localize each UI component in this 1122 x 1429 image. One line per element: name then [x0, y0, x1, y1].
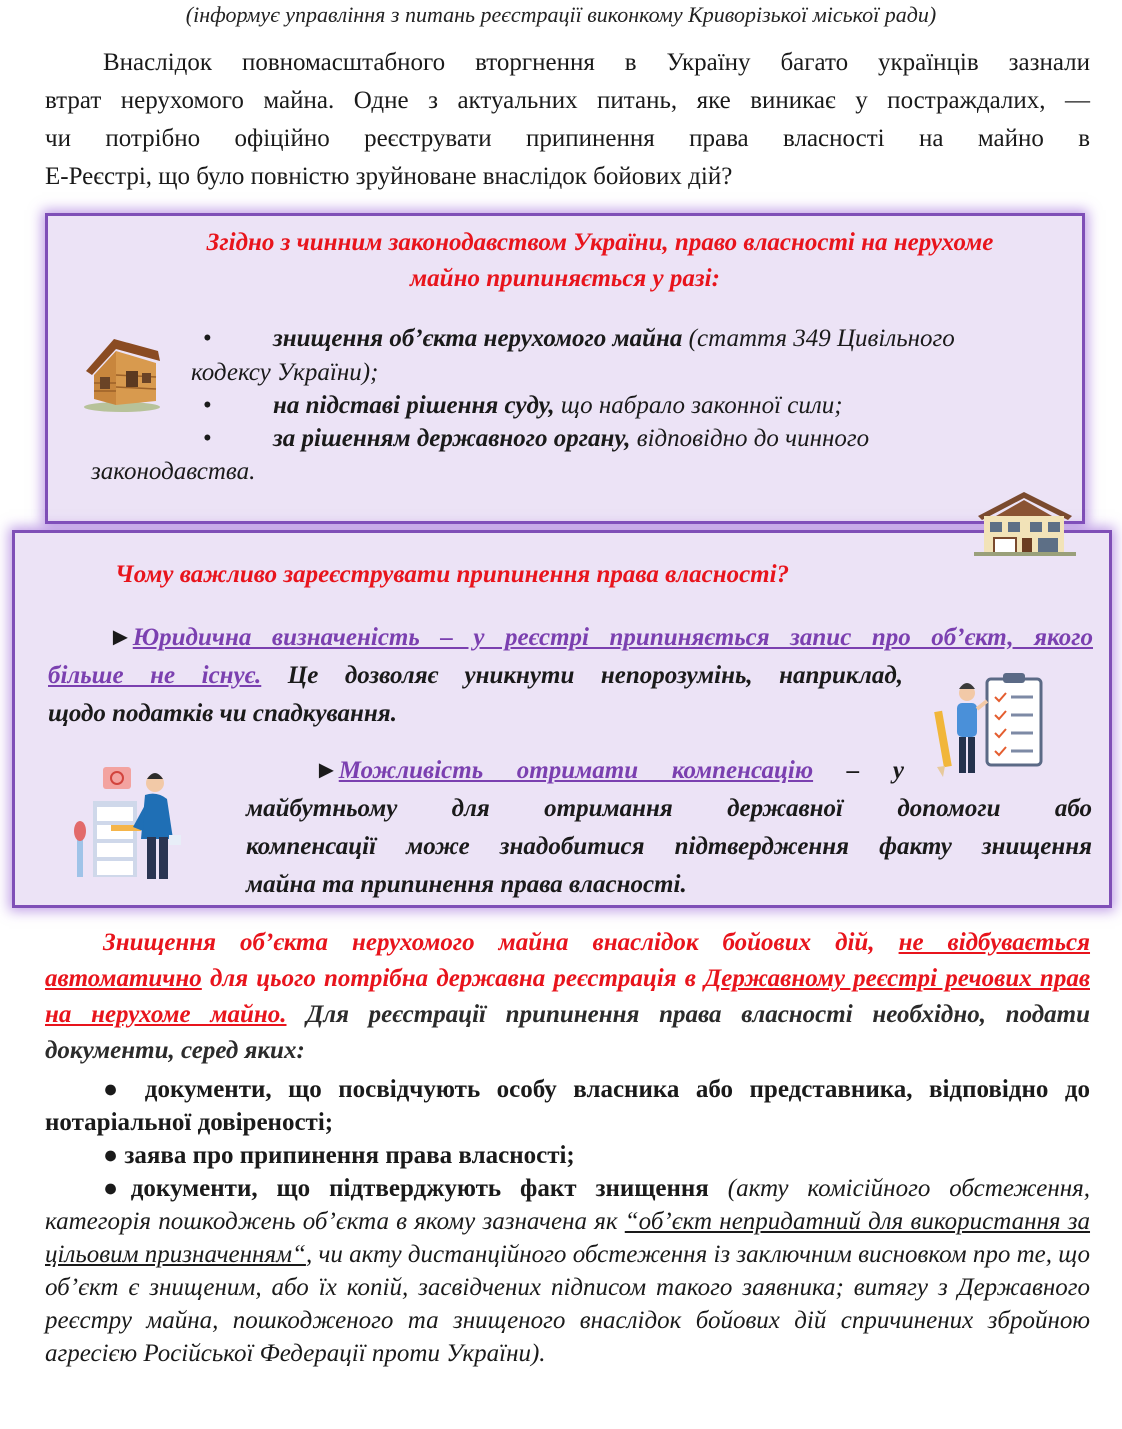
doc-item: ● документи, що посвідчують особу власника або представника, відповідно до нотаріальної довіреності;	[45, 1076, 1090, 1136]
ground-item-3: • за рішенням державного органу, відповідно до чинного	[203, 425, 870, 452]
legal-certainty-link[interactable]: Юридична визначеність – у реєстрі припиняється запис про об’єкт, якого	[132, 624, 1093, 651]
intro-line: чи потрібно офіційно реєструвати припинення права власності на майно в	[45, 125, 1090, 152]
box1-title-line1: Згідно з чинним законодавством України, право власності на нерухоме	[206, 229, 994, 256]
doc-item: ●документи, що підтверджують факт знищення (акту комісійного обстеження, категорія пошкоджень об’єкта в якому зазначена як “об’єкт непридатний для використання за цільовим призначенням“, чи акту дистанційного обстеження із заключним висновком про те, що об’єкт є знищеним, або їх копій, засвідчених підписом такого заявника; витягу з Державного реєстру майна, пошкодженого та знищеного внаслідок бойових дій спричинених збройною агресією Російської Федерації проти України).	[45, 1175, 1091, 1367]
state-register-link[interactable]: Державному реєстрі речових прав на нерухоме майно.	[45, 965, 1090, 1028]
two-storey-house-icon	[972, 488, 1078, 558]
legal-certainty-link-cont[interactable]: більше не існує.	[48, 662, 262, 689]
box1-title-line2: майно припиняється у разі:	[410, 265, 720, 292]
intro-line: Е-Реєстрі, що було повністю зруйноване внаслідок бойових дій?	[45, 163, 733, 190]
ground-item-1-cont: кодексу України);	[191, 359, 379, 386]
ground-item-2: • на підставі рішення суду, що набрало законної сили;	[203, 392, 843, 419]
intro-line: втрат нерухомого майна. Одне з актуальних питань, яке виникає у постраждалих, —	[45, 87, 1090, 114]
box2-title: Чому важливо зареєструвати припинення права власності?	[115, 561, 790, 588]
registration-paragraph: Знищення об’єкта нерухомого майна внаслідок бойових дій, не відбувається автоматично для цього потрібна державна реєстрація в Державному реєстрі речових прав на нерухоме майно. Для реєстрації припинення права власності необхідно, подати документи, серед яких:	[45, 929, 1091, 1064]
intro-line: Внаслідок повномасштабного вторгнення в Україну багато українців зазнали	[103, 49, 1090, 76]
source-note: (інформує управління з питань реєстрації виконкому Криворізької міської ради)	[185, 2, 937, 27]
ground-item-3-cont: законодавства.	[91, 458, 256, 485]
why-register-box	[12, 530, 1112, 908]
documents-list	[45, 1073, 1090, 1370]
termination-grounds-box	[45, 213, 1085, 524]
compensation-link[interactable]: Можливість отримати компенсацію	[338, 757, 814, 784]
wooden-house-icon	[80, 331, 164, 413]
archive-person-icon	[73, 765, 213, 885]
why-item-compensation: ►Можливість отримати компенсацію – у майбутньому для отримання державної допомоги або компенсації може знадобитися підтвердження факту знищення майна та припинення права власності.	[246, 757, 1092, 898]
not-automatic-link[interactable]: не відбувається автоматично	[45, 929, 1091, 992]
ground-item-1: • знищення об’єкта нерухомого майна (стаття 349 Цивільного	[203, 325, 955, 352]
intro-paragraph	[45, 44, 1090, 196]
why-item-legal-certainty: ►Юридична визначеність – у реєстрі припиняється запис про об’єкт, якого більше не існує. Це дозволяє уникнути непорозумінь, наприклад, щодо податків чи спадкування.	[48, 624, 1093, 727]
doc-item: ● заява про припинення права власності;	[103, 1142, 575, 1169]
